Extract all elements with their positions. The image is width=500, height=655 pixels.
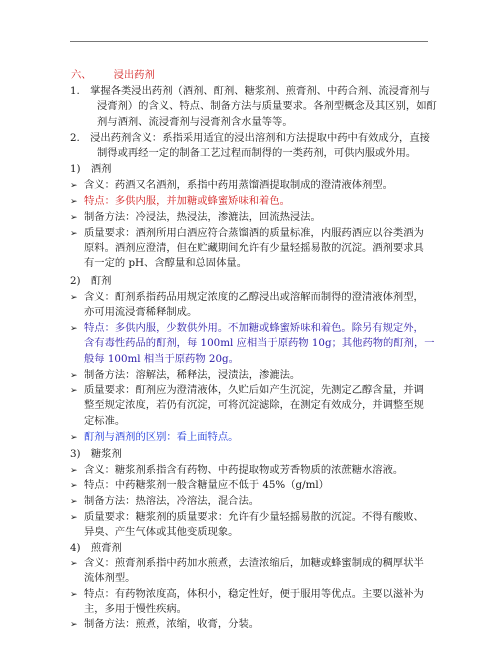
continuation-line: 定标准。: [84, 414, 126, 427]
bullet-line: ➢ 特点：中药糖浆剂一般含糖量应不低于 45%（g/ml）: [70, 477, 329, 494]
section-title: 浸出药剂: [113, 69, 155, 81]
bullet-line: ➢ 特点：多供内服，少数供外用。不加糖或蜂蜜矫味和着色。除另有规定外，: [70, 320, 424, 337]
arrow-icon: ➢: [70, 559, 78, 570]
subsection-tangjiangji: 3) 糖浆剂: [70, 447, 122, 460]
bullet-line: ➢ 含义：糖浆剂系指含有药物、中药提取物或芳香物质的浓蔗糖水溶液。: [70, 462, 403, 479]
bullet-line: ➢ 制备方法：热溶法，冷溶法，混合法。: [70, 493, 259, 510]
item-1-line-1: 1. 掌握各类浸出药剂（酒剂、酊剂、糖浆剂、煎膏剂、中药合剂、流浸膏剂与: [70, 85, 430, 98]
arrow-icon: ➢: [70, 466, 78, 476]
arrow-icon: ➢: [70, 324, 78, 335]
bullet-line: ➢ 质量要求：糖浆剂的质量要求：允许有少量轻摇易散的沉淀。不得有酸败、: [70, 509, 424, 526]
item-2-line-2: 制得或再经一定的制备工艺过程而制得的一类药剂，可供内服或外用。: [97, 147, 417, 159]
arrow-icon: ➢: [70, 181, 78, 192]
arrow-icon: ➢: [70, 481, 78, 492]
subsection-dingji: 2) 酊剂: [70, 274, 112, 287]
arrow-icon: ➢: [70, 370, 78, 381]
arrow-icon: ➢: [70, 386, 78, 396]
continuation-line: 原料。酒剂应澄清，但在贮藏期间允许有少量轻摇易散的沉淀。酒剂要求具: [84, 242, 424, 255]
arrow-icon: ➢: [70, 212, 78, 223]
bullet-line: ➢ 质量要求：酒剂所用白酒应符合蒸馏酒的质量标准，内服药酒应以谷类酒为: [70, 225, 424, 242]
section-number: 六、: [71, 69, 92, 81]
arrow-icon: ➢: [70, 196, 78, 207]
arrow-icon: ➢: [70, 620, 78, 631]
arrow-icon: ➢: [70, 229, 78, 239]
bullet-line: ➢ 特点：多供内服，并加糖或蜂蜜矫味和着色。: [70, 193, 290, 210]
continuation-line: 异臭、产生气体或其他变质现象。: [84, 525, 239, 538]
item-2-line-1: 2. 浸出药剂含义：系指采用适宜的浸出溶剂和方法提取中药中有效成分，直接: [70, 131, 430, 144]
arrow-icon: ➢: [70, 292, 78, 303]
continuation-line: 有一定的 pH、含醇量和总固体量。: [84, 257, 247, 270]
header-rule: [70, 41, 428, 42]
arrow-icon: ➢: [70, 589, 78, 600]
arrow-icon: ➢: [70, 497, 78, 508]
continuation-line: 含有毒性药品的酊剂，每 100ml 应相当于原药物 10g；其他药物的酊剂，一: [84, 337, 435, 350]
arrow-icon: ➢: [70, 512, 78, 523]
continuation-line: 般每 100ml 相当于原药物 20g。: [84, 352, 239, 365]
subsection-jiangaoji: 4) 煎膏剂: [70, 542, 122, 554]
section-heading: [71, 67, 155, 83]
subsection-jiuji: 1) 酒剂: [70, 163, 112, 176]
arrow-icon: ➢: [70, 432, 78, 443]
continuation-line: 整至规定浓度，若仍有沉淀，可将沉淀滤除，在测定有效成分，并调整至规: [84, 399, 424, 412]
continuation-line: 主，多用于慢性疾病。: [84, 602, 187, 615]
continuation-line: 亦可用流浸膏稀释制成。: [84, 306, 198, 318]
bullet-line: ➢ 特点：有药物浓度高，体积小，稳定性好，便于服用等优点。主要以滋补为: [70, 586, 424, 603]
item-1-line-2: 浸膏剂）的含义、特点、制备方法与质量要求。各剂型概念及其区别，如酊: [97, 100, 437, 113]
continuation-line: 流体剂型。: [84, 572, 136, 585]
bullet-line: ➢ 质量要求：酊剂应为澄清液体，久贮后如产生沉淀，先测定乙醇含量，并调: [70, 382, 424, 399]
item-1-line-3: 剂与酒剂、流浸膏剂与浸膏剂含水量等等。: [97, 115, 293, 128]
bullet-line: ➢ 制备方法：溶解法，稀释法，浸渍法，渗漉法。: [70, 367, 300, 384]
bullet-line: ➢ 含义：药酒又名酒剂，系指中药用蒸馏酒提取制成的澄清液体剂型。: [70, 177, 393, 194]
bullet-line: ➢ 酊剂与酒剂的区别：看上面特点。: [70, 429, 238, 446]
bullet-line: ➢ 含义：煎膏剂系指中药加水煎煮，去渣浓缩后，加糖或蜂蜜制成的稠厚状半: [70, 555, 424, 572]
bullet-line: ➢ 制备方法：煎煮，浓缩，收膏，分装。: [70, 616, 259, 633]
bullet-line: ➢ 制备方法：冷浸法，热浸法，渗漉法，回流热浸法。: [70, 209, 321, 226]
bullet-line: ➢ 含义：酊剂系指药品用规定浓度的乙醇浸出或溶解而制得的澄清液体剂型，: [70, 289, 424, 306]
